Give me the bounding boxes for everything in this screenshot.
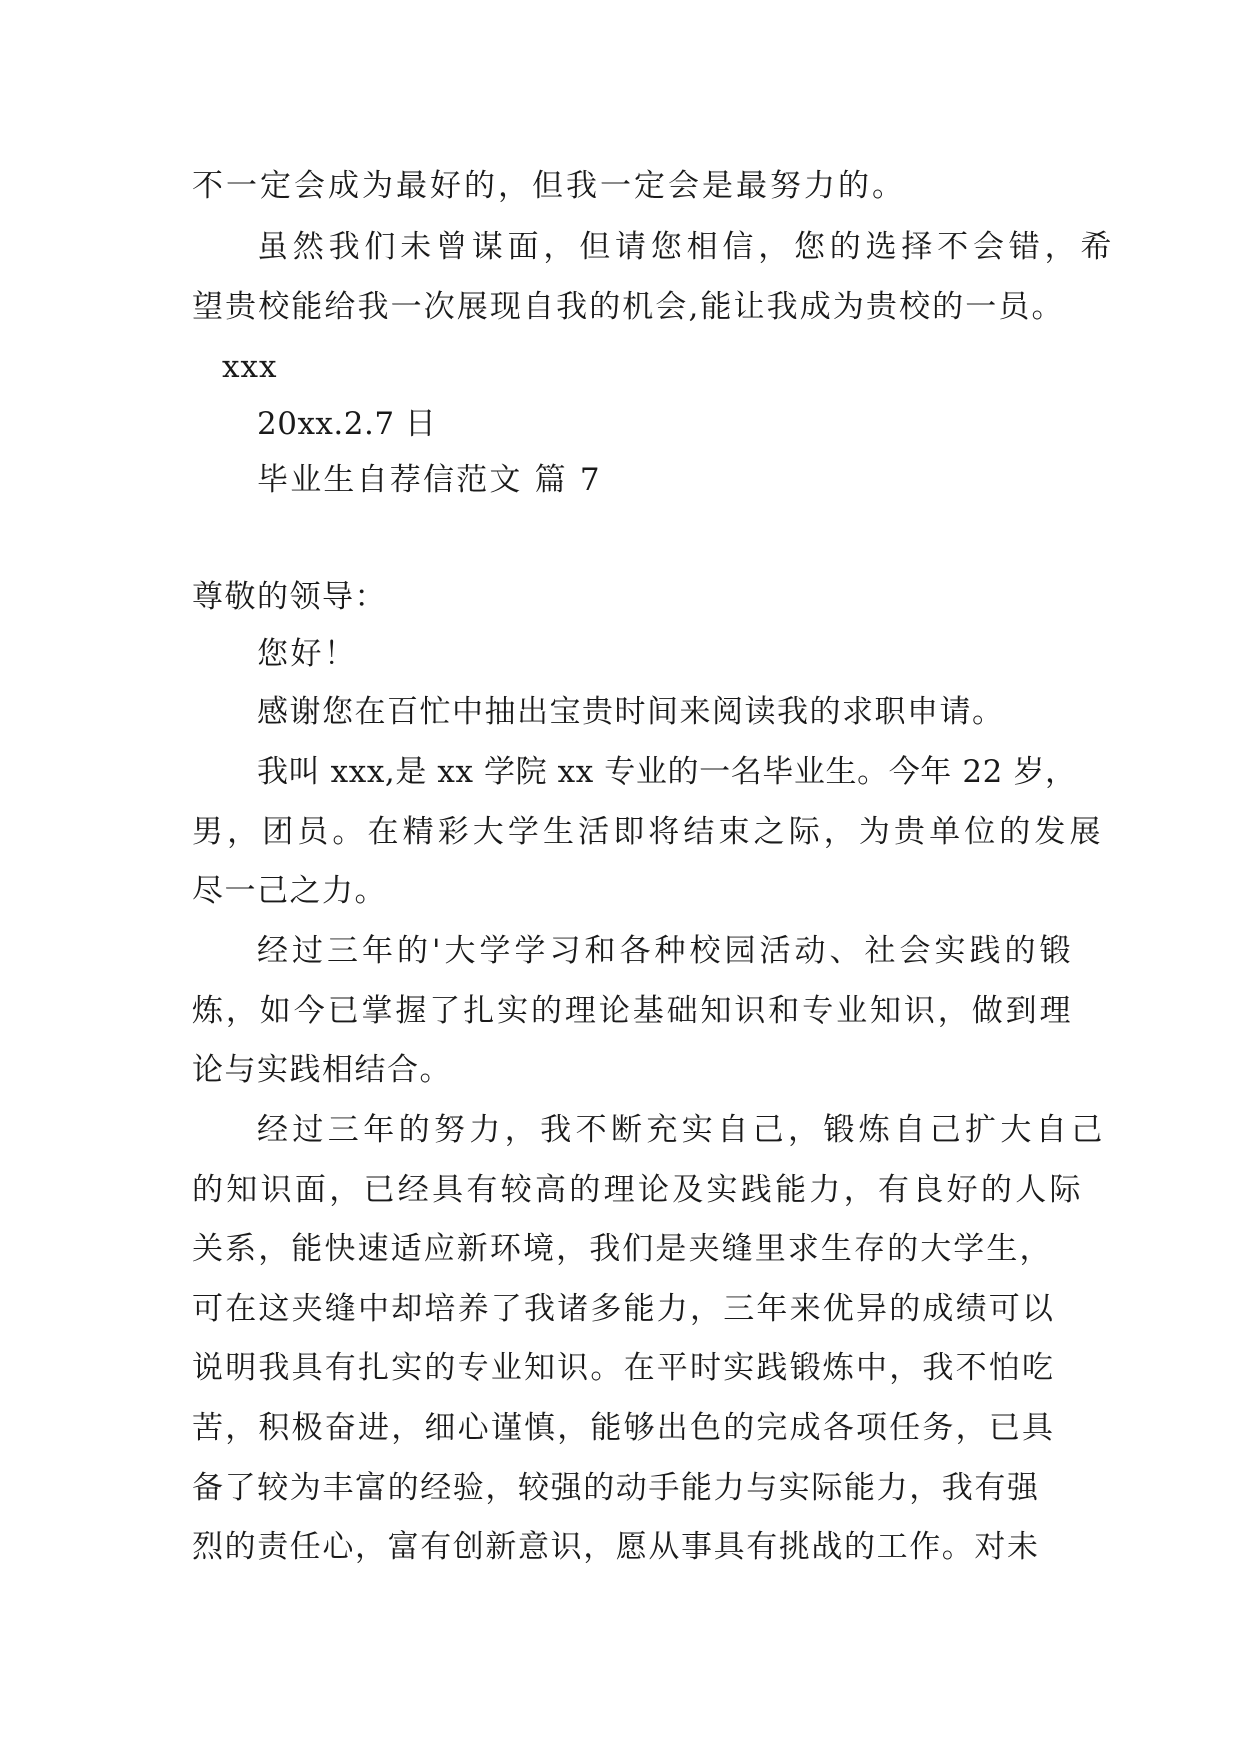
body-text-line: 经过三年的努力，我不断充实自己，锻炼自己扩大自己 — [257, 1112, 1107, 1148]
body-text-line: 炼，如今已掌握了扎实的理论基础知识和专业知识，做到理 — [192, 993, 1074, 1029]
body-text-line: 感谢您在百忙中抽出宝贵时间来阅读我的求职申请。 — [257, 694, 1005, 730]
body-text-line: 备了较为丰富的经验，较强的动手能力与实际能力，我有强 — [192, 1470, 1040, 1506]
body-text-line: 虽然我们未曾谋面，但请您相信，您的选择不会错，希 — [257, 229, 1117, 265]
body-text-line: 关系，能快速适应新环境，我们是夹缝里求生存的大学生， — [192, 1231, 1053, 1267]
signature-name: xxx — [222, 349, 278, 385]
body-text-line: 苦，积极奋进，细心谨慎，能够出色的完成各项任务，已具 — [192, 1410, 1056, 1446]
body-text-line: 男，团员。在精彩大学生活即将结束之际，为贵单位的发展 — [192, 814, 1105, 850]
salutation: 尊敬的领导： — [192, 579, 387, 615]
body-text-line: 说明我具有扎实的专业知识。在平时实践锻炼中，我不怕吃 — [192, 1350, 1056, 1386]
greeting: 您好！ — [257, 636, 358, 672]
body-text-line: 经过三年的'大学学习和各种校园活动、社会实践的锻 — [257, 933, 1075, 969]
body-text-line: 我叫 xxx,是 xx 学院 xx 专业的一名毕业生。今年 22 岁， — [257, 754, 1077, 790]
body-text-line: 的知识面，已经具有较高的理论及实践能力，有良好的人际 — [192, 1172, 1084, 1208]
body-text-line: 烈的责任心，富有创新意识，愿从事具有挑战的工作。对未 — [192, 1529, 1040, 1565]
body-text-line: 不一定会成为最好的，但我一定会是最努力的。 — [192, 168, 906, 204]
section-heading: 毕业生自荐信范文 篇 7 — [257, 462, 602, 498]
body-text-line: 望贵校能给我一次展现自我的机会,能让我成为贵校的一员。 — [192, 289, 1065, 325]
signature-date: 20xx.2.7 日 — [257, 406, 437, 442]
body-text-line: 尽一己之力。 — [192, 873, 387, 909]
body-text-line: 可在这夹缝中却培养了我诸多能力，三年来优异的成绩可以 — [192, 1291, 1056, 1327]
body-text-line: 论与实践相结合。 — [192, 1052, 452, 1088]
